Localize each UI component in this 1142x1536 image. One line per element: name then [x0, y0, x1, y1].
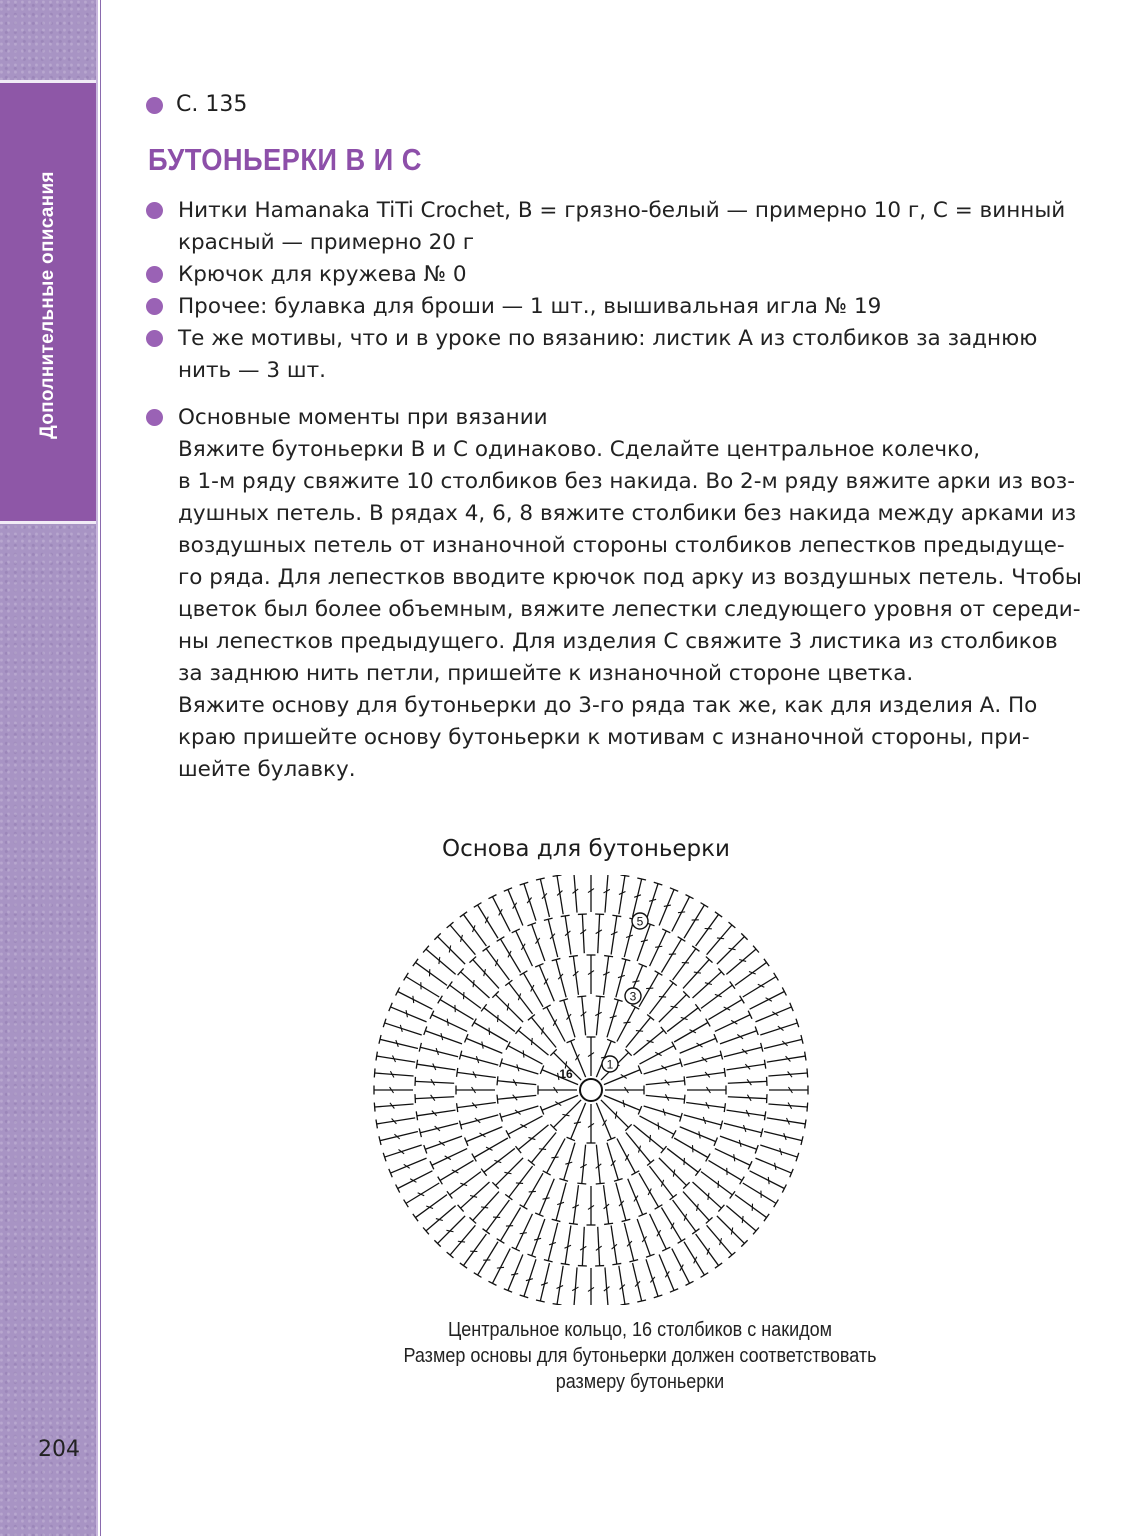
double-crochet-stitch: [727, 1060, 766, 1070]
double-crochet-stitch: [465, 1034, 503, 1053]
double-crochet-stitch: [376, 1118, 415, 1129]
double-crochet-stitch: [587, 1104, 596, 1143]
double-crochet-stitch: [616, 1183, 630, 1222]
double-crochet-stitch: [389, 1003, 427, 1022]
double-crochet-stitch: [686, 1068, 725, 1078]
materials-item-4: [178, 323, 1037, 387]
materials-item-line: красный — примерно 20 г: [178, 230, 475, 255]
double-crochet-stitch: [569, 1267, 578, 1305]
double-crochet-stitch: [544, 1223, 558, 1262]
double-crochet-stitch: [611, 915, 621, 954]
materials-item-3: Прочее: булавка для броши — 1 шт., вышивальная игла № 19: [178, 294, 882, 319]
double-crochet-stitch: [767, 1052, 806, 1063]
double-crochet-stitch: [552, 1183, 566, 1222]
double-crochet-stitch: [504, 888, 523, 926]
double-crochet-stitch: [684, 1051, 723, 1065]
double-crochet-stitch: [578, 914, 587, 953]
double-crochet-stitch: [644, 1058, 683, 1074]
double-crochet-stitch: [633, 878, 646, 917]
double-crochet-stitch: [727, 1110, 766, 1120]
double-crochet-stitch: [497, 1076, 536, 1085]
double-crochet-stitch: [559, 999, 575, 1038]
bullet-icon: [146, 202, 163, 219]
double-crochet-stitch: [603, 956, 613, 995]
double-crochet-stitch: [553, 875, 564, 914]
double-crochet-stitch: [419, 1043, 458, 1057]
double-crochet-stitch: [383, 1019, 421, 1035]
double-crochet-stitch: [569, 956, 579, 995]
double-crochet-stitch: [764, 1132, 803, 1145]
double-crochet-stitch: [587, 1037, 596, 1076]
double-crochet-stitch: [724, 1043, 763, 1057]
double-crochet-stitch: [750, 987, 787, 1009]
double-crochet-stitch: [619, 1266, 630, 1305]
round-marker-label: 1: [606, 1057, 614, 1072]
section-heading: Основные моменты при вязании: [178, 405, 548, 430]
double-crochet-stitch: [535, 1179, 554, 1217]
double-crochet-stitch: [604, 875, 613, 913]
body-text-line: ны лепестков предыдущего. Для изделия С свяжите 3 листика из столбиков: [178, 629, 1058, 654]
double-crochet-stitch: [376, 1052, 415, 1063]
double-crochet-stitch: [684, 1115, 723, 1129]
double-crochet-stitch: [595, 1227, 604, 1266]
body-text-line: шейте булавку.: [178, 757, 356, 782]
double-crochet-stitch: [538, 1086, 577, 1095]
double-crochet-stitch: [587, 875, 596, 912]
round-marker-1: [602, 1056, 618, 1072]
double-crochet-stitch: [768, 1068, 807, 1077]
double-crochet-stitch: [633, 1263, 646, 1302]
double-crochet-stitch: [760, 1019, 798, 1035]
bullet-icon: [146, 330, 163, 347]
double-crochet-stitch: [504, 1254, 523, 1292]
double-crochet-stitch: [500, 1058, 539, 1074]
double-crochet-stitch: [755, 1003, 793, 1022]
double-crochet-stitch: [760, 1145, 798, 1161]
double-crochet-stitch: [515, 1027, 548, 1055]
body-text-line: душных петель. В рядах 4, 6, 8 вяжите столбики без накида между арками из: [178, 501, 1077, 526]
body-text-line: Вяжите основу для бутоньерки до 3-го ряда так же, как для изделия А. По: [178, 693, 1038, 718]
double-crochet-stitch: [553, 1266, 564, 1305]
double-crochet-stitch: [587, 955, 596, 994]
double-crochet-stitch: [416, 1110, 455, 1120]
double-crochet-stitch: [596, 1145, 605, 1184]
double-crochet-stitch: [715, 1011, 752, 1032]
body-text-line: цветок был более объемным, вяжите лепестки следующего уровня от середи-: [178, 597, 1081, 622]
double-crochet-stitch: [512, 1214, 533, 1251]
section-tab: [0, 80, 96, 524]
double-crochet-stitch: [497, 1095, 536, 1104]
round-marker-5: [632, 913, 648, 929]
double-crochet-stitch: [605, 1086, 644, 1095]
double-crochet-stitch: [680, 1034, 718, 1053]
round-marker-label: 3: [629, 989, 637, 1004]
double-crochet-stitch: [587, 1268, 596, 1305]
double-crochet-stitch: [456, 1086, 495, 1095]
double-crochet-stitch: [459, 1051, 498, 1065]
body-text-line: за заднюю нить петли, пришейте к изнаночной стороне цветка.: [178, 661, 914, 686]
double-crochet-stitch: [720, 1136, 758, 1153]
double-crochet-stitch: [650, 1214, 671, 1251]
diagram-caption-line-1: Центральное кольцо, 16 столбиков с накидом: [447, 1319, 833, 1341]
double-crochet-stitch: [659, 888, 678, 926]
double-crochet-stitch: [595, 914, 604, 953]
round-marker-3: [625, 988, 641, 1004]
double-crochet-stitch: [536, 1263, 549, 1302]
double-crochet-stitch: [728, 1094, 767, 1103]
materials-item-2: Крючок для кружева № 0: [178, 262, 467, 287]
double-crochet-stitch: [767, 1118, 806, 1129]
body-text-line: краю пришейте основу бутоньерки к мотивам с изнаночной стороны, при-: [178, 725, 1030, 750]
double-crochet-stitch: [646, 1094, 685, 1103]
double-crochet-stitch: [577, 1145, 586, 1184]
double-crochet-stitch: [424, 1026, 462, 1043]
double-crochet-stitch: [604, 1095, 642, 1114]
body-text-line: воздушных петель от изнаночной стороны столбиков лепестков предыдуще-: [178, 533, 1065, 558]
double-crochet-stitch: [389, 1158, 427, 1177]
double-crochet-stitch: [552, 958, 566, 997]
double-crochet-stitch: [500, 1106, 539, 1122]
double-crochet-stitch: [715, 1149, 752, 1170]
double-crochet-stitch: [750, 1171, 787, 1193]
double-crochet-stitch: [628, 1179, 647, 1217]
double-crochet-stitch: [488, 895, 510, 932]
double-crochet-stitch: [419, 1123, 458, 1137]
double-crochet-stitch: [520, 1259, 536, 1297]
double-crochet-stitch: [527, 1219, 544, 1257]
double-crochet-stitch: [415, 1094, 454, 1103]
materials-item-line: Нитки Hamanaka TiTi Crochet, B = грязно-белый — примерно 10 г, C = винный: [178, 198, 1066, 223]
double-crochet-stitch: [646, 1076, 685, 1085]
bullet-icon: [146, 409, 163, 426]
double-crochet-stitch: [607, 999, 623, 1038]
double-crochet-stitch: [577, 996, 586, 1035]
double-crochet-stitch: [634, 1125, 667, 1153]
sidebar-divider-dark: [100, 0, 101, 1536]
double-crochet-stitch: [755, 1158, 793, 1177]
sidebar-divider: [96, 0, 98, 1536]
materials-item-line: Те же мотивы, что и в уроке по вязанию: листик А из столбиков за заднюю: [178, 326, 1038, 351]
double-crochet-stitch: [769, 1086, 808, 1095]
double-crochet-stitch: [379, 1132, 418, 1145]
double-crochet-stitch: [569, 875, 578, 913]
double-crochet-stitch: [527, 923, 544, 961]
double-crochet-stitch: [459, 1115, 498, 1129]
double-crochet-stitch: [430, 1149, 467, 1170]
bullet-icon: [146, 298, 163, 315]
double-crochet-stitch: [540, 1095, 578, 1114]
double-crochet-stitch: [604, 1267, 613, 1305]
materials-item-1: [178, 195, 1065, 259]
double-crochet-stitch: [764, 1035, 803, 1048]
double-crochet-stitch: [535, 964, 554, 1002]
double-crochet-stitch: [587, 1186, 596, 1225]
double-crochet-stitch: [724, 1123, 763, 1137]
double-crochet-stitch: [396, 987, 433, 1009]
body-text-line: го ряда. Для лепестков вводите крючок под арку из воздушных петель. Чтобы: [178, 565, 1082, 590]
page-number: 204: [38, 1437, 80, 1462]
double-crochet-stitch: [624, 1223, 638, 1262]
bullet-icon: [146, 97, 163, 114]
double-crochet-stitch: [544, 918, 558, 957]
diagram-title: Основа для бутоньерки: [441, 836, 731, 862]
double-crochet-stitch: [528, 1133, 556, 1166]
double-crochet-stitch: [644, 1106, 683, 1122]
double-crochet-stitch: [626, 1014, 654, 1047]
page-title: БУТОНЬЕРКИ В И С: [148, 142, 422, 177]
double-crochet-stitch: [561, 915, 571, 954]
section-tab-label: Дополнительные описания: [37, 171, 58, 439]
round-marker-label: 5: [636, 914, 644, 929]
double-crochet-stitch: [659, 1254, 678, 1292]
body-text-line: Вяжите бутоньерки В и С одинаково. Сделайте центральное колечко,: [178, 437, 981, 462]
double-crochet-stitch: [567, 1103, 586, 1141]
double-crochet-stitch: [607, 1143, 623, 1182]
double-crochet-stitch: [768, 1103, 807, 1112]
double-crochet-stitch: [512, 929, 533, 966]
double-crochet-stitch: [457, 1068, 496, 1078]
double-crochet-stitch: [430, 1011, 467, 1032]
magic-ring: [580, 1079, 602, 1101]
double-crochet-stitch: [379, 1035, 418, 1048]
double-crochet-stitch: [578, 1227, 587, 1266]
double-crochet-stitch: [646, 1259, 662, 1297]
double-crochet-stitch: [604, 1185, 614, 1224]
double-crochet-stitch: [383, 1145, 421, 1161]
double-crochet-stitch: [650, 929, 671, 966]
body-text-line: в 1-м ряду свяжите 10 столбиков без накида. Во 2-м ряду вяжите арки из воз-: [178, 469, 1075, 494]
crochet-chart: [370, 875, 810, 1305]
diagram-caption-line-3: размеру бутоньерки: [555, 1371, 725, 1393]
double-crochet-stitch: [465, 1127, 503, 1146]
double-crochet-stitch: [559, 1143, 575, 1182]
double-crochet-stitch: [569, 1185, 579, 1224]
double-crochet-stitch: [424, 1136, 462, 1153]
double-crochet-stitch: [672, 895, 694, 932]
double-crochet-stitch: [637, 1219, 654, 1257]
double-crochet-stitch: [672, 1249, 694, 1286]
double-crochet-stitch: [374, 1068, 413, 1077]
double-crochet-stitch: [720, 1026, 758, 1043]
double-crochet-stitch: [416, 1060, 455, 1070]
double-crochet-stitch: [488, 1249, 510, 1286]
double-crochet-stitch: [457, 1103, 496, 1113]
page-reference: С. 135: [176, 92, 248, 117]
double-crochet-stitch: [686, 1102, 725, 1112]
double-crochet-stitch: [536, 878, 549, 917]
materials-item-line: нить — 3 шт.: [178, 358, 326, 383]
double-crochet-stitch: [396, 1171, 433, 1193]
double-crochet-stitch: [687, 1086, 726, 1095]
double-crochet-stitch: [619, 875, 630, 914]
double-crochet-stitch: [680, 1127, 718, 1146]
double-crochet-stitch: [520, 882, 536, 920]
double-crochet-stitch: [596, 1103, 615, 1141]
double-crochet-stitch: [646, 882, 662, 920]
double-crochet-stitch: [595, 996, 604, 1035]
diagram-caption-line-2: Размер основы для бутоньерки должен соответствовать: [403, 1345, 877, 1367]
double-crochet-stitch: [611, 1226, 621, 1265]
double-crochet-stitch: [374, 1086, 413, 1095]
double-crochet-stitch: [728, 1077, 767, 1086]
double-crochet-stitch: [561, 1226, 571, 1265]
double-crochet-stitch: [374, 1103, 413, 1112]
stitch-count-label: 16: [559, 1067, 573, 1081]
double-crochet-stitch: [415, 1077, 454, 1086]
bullet-icon: [146, 266, 163, 283]
